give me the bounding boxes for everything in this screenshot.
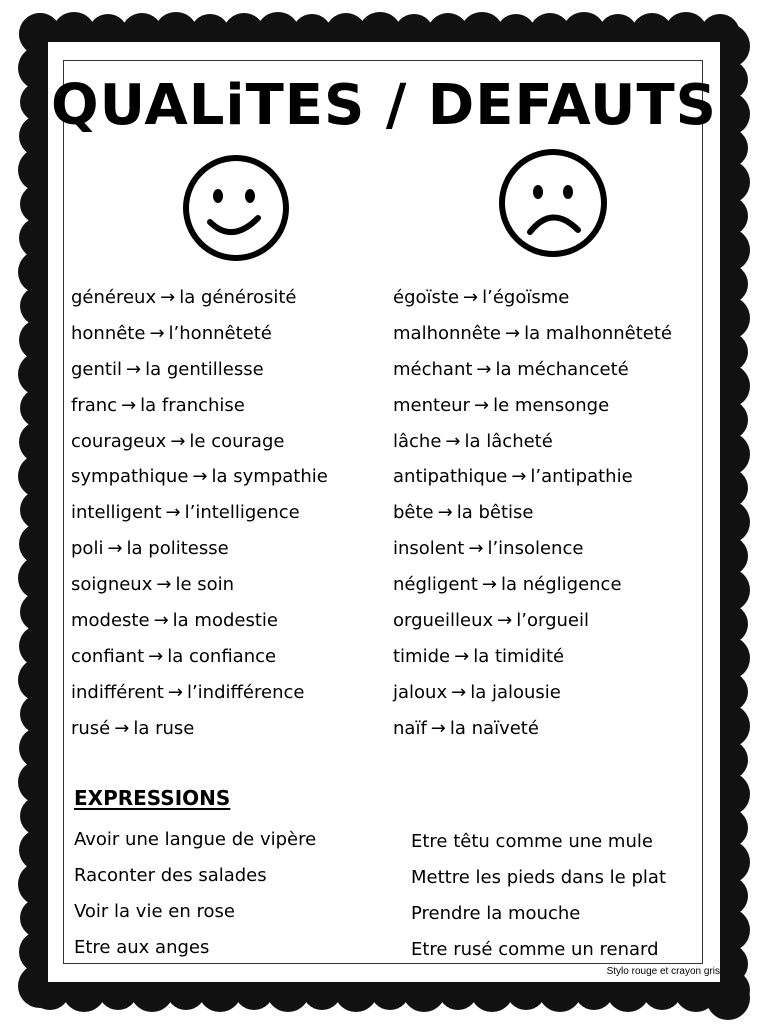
- arrow-icon: →: [114, 717, 130, 739]
- arrow-icon: →: [121, 394, 137, 416]
- arrow-icon: →: [192, 466, 208, 488]
- list-item: timide → la timidité: [393, 639, 672, 675]
- expression-item: Raconter des salades: [74, 865, 267, 886]
- arrow-icon: →: [125, 358, 142, 380]
- arrow-icon: →: [481, 574, 497, 596]
- list-item: bête → la bêtise: [393, 495, 672, 531]
- list-item: méchant → la méchanceté: [393, 352, 672, 388]
- arrow-icon: →: [153, 610, 169, 632]
- arrow-icon: →: [511, 466, 527, 488]
- expression-item: Etre têtu comme une mule: [411, 831, 653, 852]
- list-item: lâche → la lâcheté: [393, 424, 672, 460]
- arrow-icon: →: [476, 358, 492, 380]
- list-item: antipathique → l’antipathie: [393, 459, 672, 495]
- expression-item: Voir la vie en rose: [74, 901, 235, 922]
- sad-face-icon: [496, 146, 610, 260]
- arrow-icon: →: [497, 610, 513, 632]
- list-item: intelligent → l’intelligence: [71, 495, 328, 531]
- arrow-icon: →: [148, 645, 164, 667]
- list-item: insolent → l’insolence: [393, 531, 672, 567]
- list-item: rusé → la ruse: [71, 711, 328, 747]
- arrow-icon: →: [156, 574, 172, 596]
- qualities-list: [71, 280, 328, 747]
- arrow-icon: →: [505, 322, 521, 344]
- list-item: généreux → la générosité: [71, 280, 328, 316]
- arrow-icon: →: [149, 322, 165, 344]
- arrow-icon: →: [107, 538, 123, 560]
- footer-credit: Stylo rouge et crayon gris: [606, 966, 720, 977]
- arrow-icon: →: [170, 430, 186, 452]
- list-item: poli → la politesse: [71, 531, 328, 567]
- list-item: orgueilleux → l’orgueil: [393, 603, 672, 639]
- list-item: négligent → la négligence: [393, 567, 672, 603]
- arrow-icon: →: [167, 681, 183, 703]
- list-item: égoïste → l’égoïsme: [393, 280, 672, 316]
- arrow-icon: →: [165, 502, 181, 524]
- list-item: jaloux → la jalousie: [393, 675, 672, 711]
- list-item: indifférent → l’indifférence: [71, 675, 328, 711]
- expressions-right: [411, 824, 666, 968]
- arrow-icon: →: [473, 394, 490, 416]
- expression-item: Prendre la mouche: [411, 903, 581, 924]
- arrow-icon: →: [454, 645, 470, 667]
- list-item: confiant → la confiance: [71, 639, 328, 675]
- arrow-icon: →: [451, 681, 467, 703]
- list-item: naïf → la naïveté: [393, 711, 672, 747]
- arrow-icon: →: [437, 502, 453, 524]
- arrow-icon: →: [160, 287, 176, 308]
- list-item: honnête → l’honnêteté: [71, 316, 328, 352]
- list-item: soigneux → le soin: [71, 567, 328, 603]
- page-title: QUALiTES / DEFAUTS: [51, 73, 717, 138]
- expression-item: Avoir une langue de vipère: [74, 829, 317, 850]
- defects-list: [393, 280, 672, 747]
- list-item: sympathique → la sympathie: [71, 459, 328, 495]
- list-item: menteur → le mensonge: [393, 388, 672, 424]
- expressions-heading: EXPRESSIONS: [74, 786, 231, 810]
- arrow-icon: →: [463, 287, 479, 308]
- expression-item: Mettre les pieds dans le plat: [411, 867, 666, 888]
- arrow-icon: →: [445, 430, 461, 452]
- expression-item: Etre rusé comme un renard: [411, 939, 659, 960]
- expression-item: Etre aux anges: [74, 937, 210, 958]
- list-item: franc → la franchise: [71, 388, 328, 424]
- arrow-icon: →: [468, 538, 484, 560]
- list-item: courageux → le courage: [71, 424, 328, 460]
- arrow-icon: →: [430, 717, 446, 739]
- expressions-left: [74, 822, 316, 966]
- list-item: modeste → la modestie: [71, 603, 328, 639]
- list-item: malhonnête → la malhonnêteté: [393, 316, 672, 352]
- list-item: gentil → la gentillesse: [71, 352, 328, 388]
- smiley-face-icon: [180, 152, 292, 264]
